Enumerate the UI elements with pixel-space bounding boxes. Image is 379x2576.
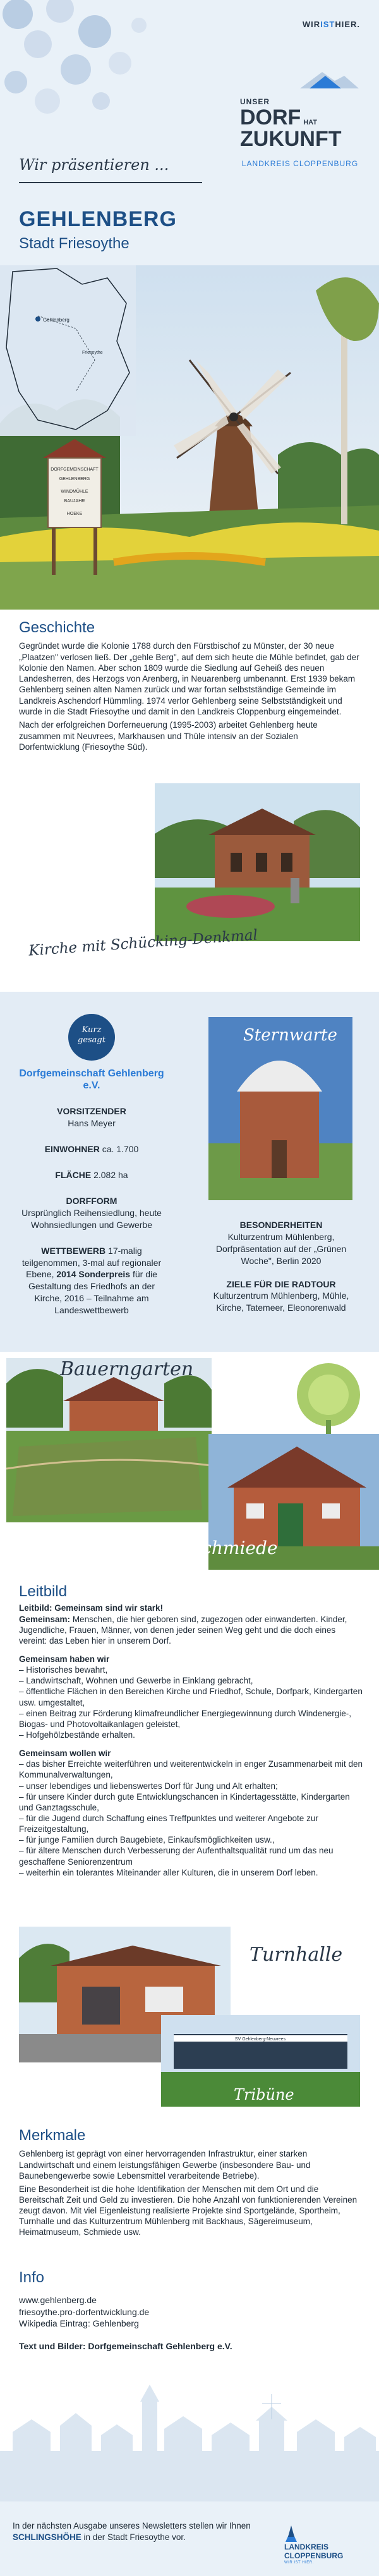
sternwarte-caption: Sternwarte [243,1026,337,1045]
leitbild-motto: Leitbild: Gemeinsam sind wir stark! [19,1603,164,1613]
kirche-caption: Kirche mit Schücking-Denkmal [28,927,258,960]
leitbild-title: Leitbild [19,1583,68,1600]
unser-dorf-hat-zukunft-logo [240,69,360,169]
wollen-item: – für unsere Kinder durch gute Entwicklungschancen in Kindertagesstätte, Kindergarten und Ganztagsschule, [19,1791,350,1812]
radtour-label: ZIELE FÜR DIE RADTOUR [226,1279,336,1289]
logo-hat: HAT [303,119,318,127]
landkreis-logo-icon [284,2524,298,2543]
flaeche-row: FLÄCHE 2.082 ha [55,1170,128,1181]
map-label-friesoythe: Friesoythe [82,351,103,355]
wollen-title: Gemeinsam wollen wir [19,1748,111,1759]
bauerngarten-photo [6,1358,212,1522]
vorsitzender-value: Hans Meyer [68,1118,116,1129]
mountain-logo-icon [240,69,360,93]
schmiede-caption: Schmiede [190,1538,278,1558]
image-credit: Text und Bilder: Dorfgemeinschaft Gehlenberg e.V. [19,2340,232,2351]
merkmale-title: Merkmale [19,2127,86,2144]
section-info [19,2268,363,2352]
sign-line-5: HOEKE [66,512,83,516]
village-skyline-illustration [0,2381,379,2501]
dorfform-label: DORFFORM [66,1195,117,1206]
sign-line-3: WINDMÜHLE [61,490,88,494]
geschichte-title: Geschichte [19,619,95,636]
decorative-dots [0,0,164,133]
merkmale-paragraph-2: Eine Besonderheit ist die hohe Identifikation der Menschen mit dem Ort und die Bereitschaft Zeit und Geld zu investieren. Die hohe Anzahl von funktionierenden Vereinen zeugt davon. Mit viel Eigenleistung realisierte Projekte sind Sportgelände, Sportheim, Turnhalle und das Kulturzentrum Mühlenberg mit Backhaus, Sägereimuseum, Heimatmuseum, Schmiede usw. [19,2184,358,2237]
church-photo [155,783,360,941]
haben-item: – einen Beitrag zur Förderung klimafreundlicher Energiegewinnung durch Windenergie-, Biogas- und Photovoltaikanlagen geleistet, [19,1708,352,1729]
intro-script: Wir präsentieren ... [19,156,169,174]
map-inset [0,265,136,436]
haben-item: – Landwirtschaft, Wohnen und Gewerbe in Einklang gebracht, [19,1676,253,1686]
geschichte-paragraph-1: Gegründet wurde die Kolonie 1788 durch den Fürstbischof zu Münster, der 30 neue „Plaatzen" verlosen ließ. Der „gehle Berg", auf dem sich heute die Mühle befindet, gab der Kolonie den Namen. Aber schon 1809 wurde die Siedlung auf Geheiß des neuen Landesherren, des Herzogs von Arenberg, in Neuarenberg umbenannt. Erst 1939 bekam Gehlenberg seinen alten Namen zurück und war fortan selbstständige Gemeinde im Landkreis Aschendorf Hümmling. 1974 verlor Gehlenberg seine Selbstständigkeit und wurde in die Stadt Friesoythe und damit in den Landkreis Cloppenburg eingemeindet. [19,641,359,716]
wollen-item: – für die Jugend durch Schaffung eines Treffpunktes und weiterer Angebote zur Freizeitgestaltung, [19,1814,318,1834]
wollen-item: – weiterhin ein tolerantes Miteinander aller Kulturen, die in unserem Dorf leben. [19,1867,318,1877]
wollen-item: – für ältere Menschen durch Verbesserung der Aufenthaltsqualität rund um das neu geschaffene Seniorenzentrum [19,1846,334,1867]
section-leitbild [19,1582,363,1878]
besonderheiten-label: BESONDERHEITEN [239,1220,323,1230]
sign-line-4: BAUJAHR [64,499,85,503]
sign-line-1: DORFGEMEINSCHAFT [51,467,99,472]
landkreis-cloppenburg-logo: LANDKREIS CLOPPENBURG WIR IST HIER. [284,2524,343,2565]
link-dorfentwicklung[interactable]: friesoythe.pro-dorfentwicklung.de [19,2306,150,2317]
logo-dorf: DORF [240,105,301,130]
intro-underline [19,182,202,183]
haben-title: Gemeinsam haben wir [19,1654,110,1664]
next-issue-teaser: In der nächsten Ausgabe unseres Newsletters stellen wir Ihnen SCHLINGSHÖHE in der Stadt Friesoythe vor. [13,2521,251,2542]
link-gehlenberg[interactable]: www.gehlenberg.de [19,2295,97,2306]
leitbild-gemeinsam: Gemeinsam: Menschen, die hier geboren sind, zugezogen oder einwanderten. Kinder, Jugendliche, Frauen, Männer, von denen jeder seinen Weg geht und die doch eines vereint: das Leben hier in unserem Dorf. [19,1614,347,1646]
wollen-item: – das bisher Erreichte weiterführen und weiterentwickeln in enger Zusammenarbeit mit den Kommunalverwaltungen, [19,1759,363,1780]
tribuene-caption: Tribüne [234,2086,294,2104]
wir-ist-hier-tagline: WIRISTHIER. [302,20,360,29]
footer [0,2501,379,2576]
page-subtitle: Stadt Friesoythe [19,235,129,252]
sign-line-2: GEHLENBERG [59,477,90,481]
panel-facts-right [199,1219,363,1314]
org-name: Dorfgemeinschaft Gehlenberg e.V. [19,1068,164,1092]
haben-item: – Historisches bewahrt, [19,1665,108,1675]
page-title: GEHLENBERG [19,207,177,231]
info-title: Info [19,2269,45,2286]
haben-item: – Hofgehölzbestände erhalten. [19,1730,135,1740]
link-wikipedia[interactable]: Wikipedia Eintrag: Gehlenberg [19,2318,139,2328]
map-label-gehlenberg: Gehlenberg [43,317,69,323]
radtour-value: Kulturzentrum Mühlenberg, Mühle, Kirche, Tatemeer, Eleonorenwald [213,1291,349,1313]
besonderheiten-value: Kulturzentrum Mühlenberg, Dorfpräsentation auf der „Grünen Woche", Berlin 2020 [215,1231,347,1266]
hero-windmill-photo [0,265,379,610]
tribuene-banner: SV Gehlenberg-Neuvrees [234,2037,286,2042]
flower-decoration [278,1357,379,1445]
logo-unser: UNSER [240,97,270,106]
kurz-gesagt-badge: Kurz gesagt [68,1014,115,1061]
section-geschichte [19,618,360,752]
turnhalle-caption: Turnhalle [250,1944,343,1966]
merkmale-paragraph-1: Gehlenberg ist geprägt von einer hervorragenden Infrastruktur, einer starken Landwirtschaft und einem leistungsfähigen Gewerbe (insbesondere Bau- und Baunebengewerbe sowie Lebensmittel verarbeitende Betriebe). [19,2149,311,2181]
geschichte-paragraph-2: Nach der erfolgreichen Dorferneuerung (1995-2003) arbeitet Gehlenberg heute zusammen mit Neuvrees, Markhausen und Thüle intensiv an der Sozialen Dorfentwicklung (Friesoythe Süd). [19,720,318,752]
bauerngarten-caption: Bauerngarten [60,1358,194,1380]
wollen-item: – für junge Familien durch Baugebiete, Einkaufsmöglichkeiten usw., [19,1835,275,1845]
logo-zukunft: ZUKUNFT [240,127,342,152]
panel-facts-left [19,1068,164,1316]
header [0,0,379,265]
dorfform-value: Ursprünglich Reihensiedlung, heute Wohnsiedlungen und Gewerbe [21,1207,162,1230]
haben-item: – öffentliche Flächen in den Bereichen Kirche und Friedhof, Schule, Dorfpark, Kindergarten usw. umgestaltet, [19,1687,363,1707]
vorsitzender-label: VORSITZENDER [57,1106,126,1117]
einwohner-row: EINWOHNER ca. 1.700 [44,1144,139,1155]
logo-landkreis: LANDKREIS CLOPPENBURG [241,159,359,169]
wollen-item: – unser lebendiges und liebenswertes Dorf für Jung und Alt erhalten; [19,1781,278,1791]
wettbewerb-row: WETTBEWERB 17-malig teilgenommen, 3-mal auf regionaler Ebene, 2014 Sonderpreis für die Gestaltung des Friedhofs an der Kirche, 2016 – Teilnahme am Landeswettbewerb [21,1245,162,1316]
section-merkmale [19,2126,363,2238]
